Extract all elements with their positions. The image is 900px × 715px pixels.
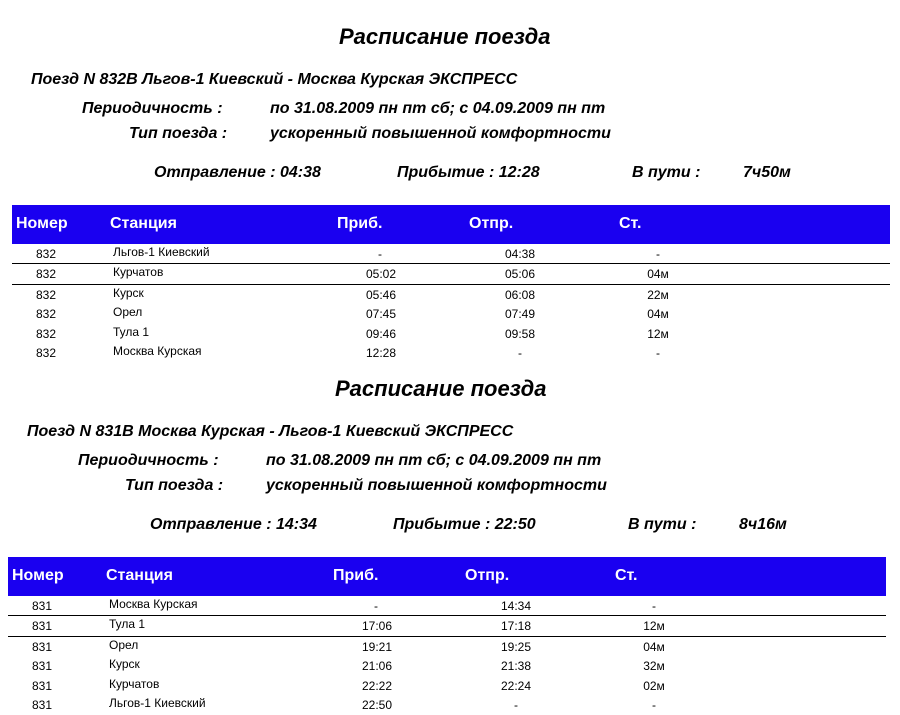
cell-stop: 32м: [643, 659, 665, 674]
table-row: [8, 656, 886, 675]
cell-stop: 12м: [643, 619, 665, 634]
train-type-line: [129, 125, 611, 143]
train-name: Поезд N 831В Москва Курская - Льгов-1 Киевский ЭКСПРЕСС: [27, 423, 514, 440]
periodicity-value: по 31.08.2009 пн пт сб; с 04.09.2009 пн пт: [266, 452, 602, 469]
cell-number: 831: [32, 678, 53, 693]
cell-station: Курчатов: [113, 265, 164, 280]
cell-arrival: 05:46: [366, 287, 397, 302]
train-type-label: Тип поезда :: [125, 477, 224, 494]
header-number: Номер: [12, 567, 64, 584]
cell-departure: 14:34: [500, 599, 532, 613]
table-row: [12, 285, 890, 304]
duration-value: 8ч16м: [739, 516, 787, 533]
cell-stop: -: [652, 599, 656, 613]
cell-station: Москва Курская: [113, 343, 202, 358]
cell-station: Тула 1: [113, 324, 150, 339]
cell-number: 831: [32, 599, 53, 613]
duration-value: 7ч50м: [743, 164, 791, 181]
cell-departure: 21:38: [500, 659, 532, 674]
cell-station: Курск: [113, 285, 144, 300]
cell-station: Тула 1: [109, 617, 146, 632]
cell-arrival: 07:45: [366, 307, 397, 322]
cell-departure: 09:58: [504, 326, 536, 341]
cell-stop: -: [656, 345, 660, 360]
cell-departure: 17:18: [500, 619, 532, 634]
cell-number: 832: [36, 267, 57, 282]
table-header: [12, 205, 890, 244]
table-row: [8, 596, 886, 616]
cell-number: 832: [36, 326, 57, 341]
cell-stop: -: [652, 697, 656, 712]
table-header: [8, 557, 886, 596]
table-row: [12, 244, 890, 264]
cell-number: 831: [32, 639, 53, 654]
cell-departure: 22:24: [500, 678, 532, 693]
departure-time: Отправление : 04:38: [154, 164, 321, 181]
header-arrival: Приб.: [337, 215, 383, 232]
table-row: [12, 264, 890, 284]
cell-number: 832: [36, 345, 57, 360]
cell-departure: 19:25: [500, 639, 532, 654]
header-departure: Отпр.: [469, 215, 514, 232]
travel-duration: [628, 516, 787, 534]
cell-stop: -: [656, 247, 660, 261]
periodicity-label: Периодичность :: [78, 452, 219, 469]
periodicity-label: Периодичность :: [82, 100, 223, 117]
table-row: [8, 676, 886, 695]
cell-station: Льгов-1 Киевский: [109, 695, 206, 710]
duration-label: В пути :: [632, 164, 701, 181]
table-row: [8, 695, 886, 714]
arrival-time: Прибытие : 22:50: [393, 516, 536, 533]
cell-station: Льгов-1 Киевский: [113, 245, 210, 259]
cell-arrival: 12:28: [366, 345, 397, 360]
cell-departure: 04:38: [504, 247, 536, 261]
cell-arrival: -: [378, 247, 382, 261]
cell-departure: 06:08: [504, 287, 536, 302]
cell-number: 832: [36, 247, 57, 261]
header-number: Номер: [16, 215, 68, 232]
cell-arrival: 21:06: [362, 659, 393, 674]
cell-number: 831: [32, 619, 53, 634]
header-stop: Ст.: [615, 567, 638, 584]
table-row: [8, 637, 886, 656]
table-row: [12, 324, 890, 343]
cell-number: 831: [32, 697, 53, 712]
cell-departure: -: [514, 697, 518, 712]
cell-arrival: -: [374, 599, 378, 613]
cell-arrival: 09:46: [366, 326, 397, 341]
cell-stop: 04м: [643, 639, 665, 654]
table-row: [12, 304, 890, 323]
header-station: Станция: [110, 215, 177, 232]
cell-number: 832: [36, 307, 57, 322]
cell-arrival: 22:22: [362, 678, 393, 693]
arrival-time: Прибытие : 12:28: [397, 164, 540, 181]
cell-station: Москва Курская: [109, 597, 198, 611]
cell-number: 832: [36, 287, 57, 302]
cell-station: Курчатов: [109, 676, 160, 691]
cell-arrival: 19:21: [362, 639, 393, 654]
cell-departure: 05:06: [504, 267, 536, 282]
cell-stop: 04м: [647, 267, 669, 282]
table-row: [8, 616, 886, 636]
train-name: Поезд N 832В Льгов-1 Киевский - Москва Курская ЭКСПРЕСС: [31, 71, 518, 88]
schedule-title: Расписание поезда: [339, 24, 551, 49]
schedule-table-body: [8, 596, 886, 714]
train-type-value: ускоренный повышенной комфортности: [270, 125, 611, 142]
cell-stop: 02м: [643, 678, 665, 693]
periodicity-value: по 31.08.2009 пн пт сб; с 04.09.2009 пн пт: [270, 100, 606, 117]
cell-station: Орел: [113, 305, 143, 320]
schedule-table-body: [12, 244, 890, 362]
header-stop: Ст.: [619, 215, 642, 232]
header-departure: Отпр.: [465, 567, 510, 584]
cell-arrival: 05:02: [366, 267, 397, 282]
periodicity-line: [82, 100, 606, 118]
duration-label: В пути :: [628, 516, 697, 533]
cell-departure: 07:49: [504, 307, 536, 322]
train-type-value: ускоренный повышенной комфортности: [266, 477, 607, 494]
cell-stop: 04м: [647, 307, 669, 322]
cell-stop: 22м: [647, 287, 669, 302]
header-arrival: Приб.: [333, 567, 379, 584]
cell-arrival: 22:50: [362, 697, 393, 712]
cell-number: 831: [32, 659, 53, 674]
travel-duration: [632, 164, 791, 182]
cell-station: Курск: [109, 657, 140, 672]
train-type-label: Тип поезда :: [129, 125, 228, 142]
periodicity-line: [78, 452, 602, 470]
cell-arrival: 17:06: [362, 619, 393, 634]
cell-station: Орел: [109, 637, 139, 652]
schedule-title: Расписание поезда: [335, 376, 547, 401]
schedule-block: [0, 352, 896, 712]
header-station: Станция: [106, 567, 173, 584]
train-type-line: [125, 477, 607, 495]
cell-departure: -: [518, 345, 522, 360]
departure-time: Отправление : 14:34: [150, 516, 317, 533]
cell-stop: 12м: [647, 326, 669, 341]
